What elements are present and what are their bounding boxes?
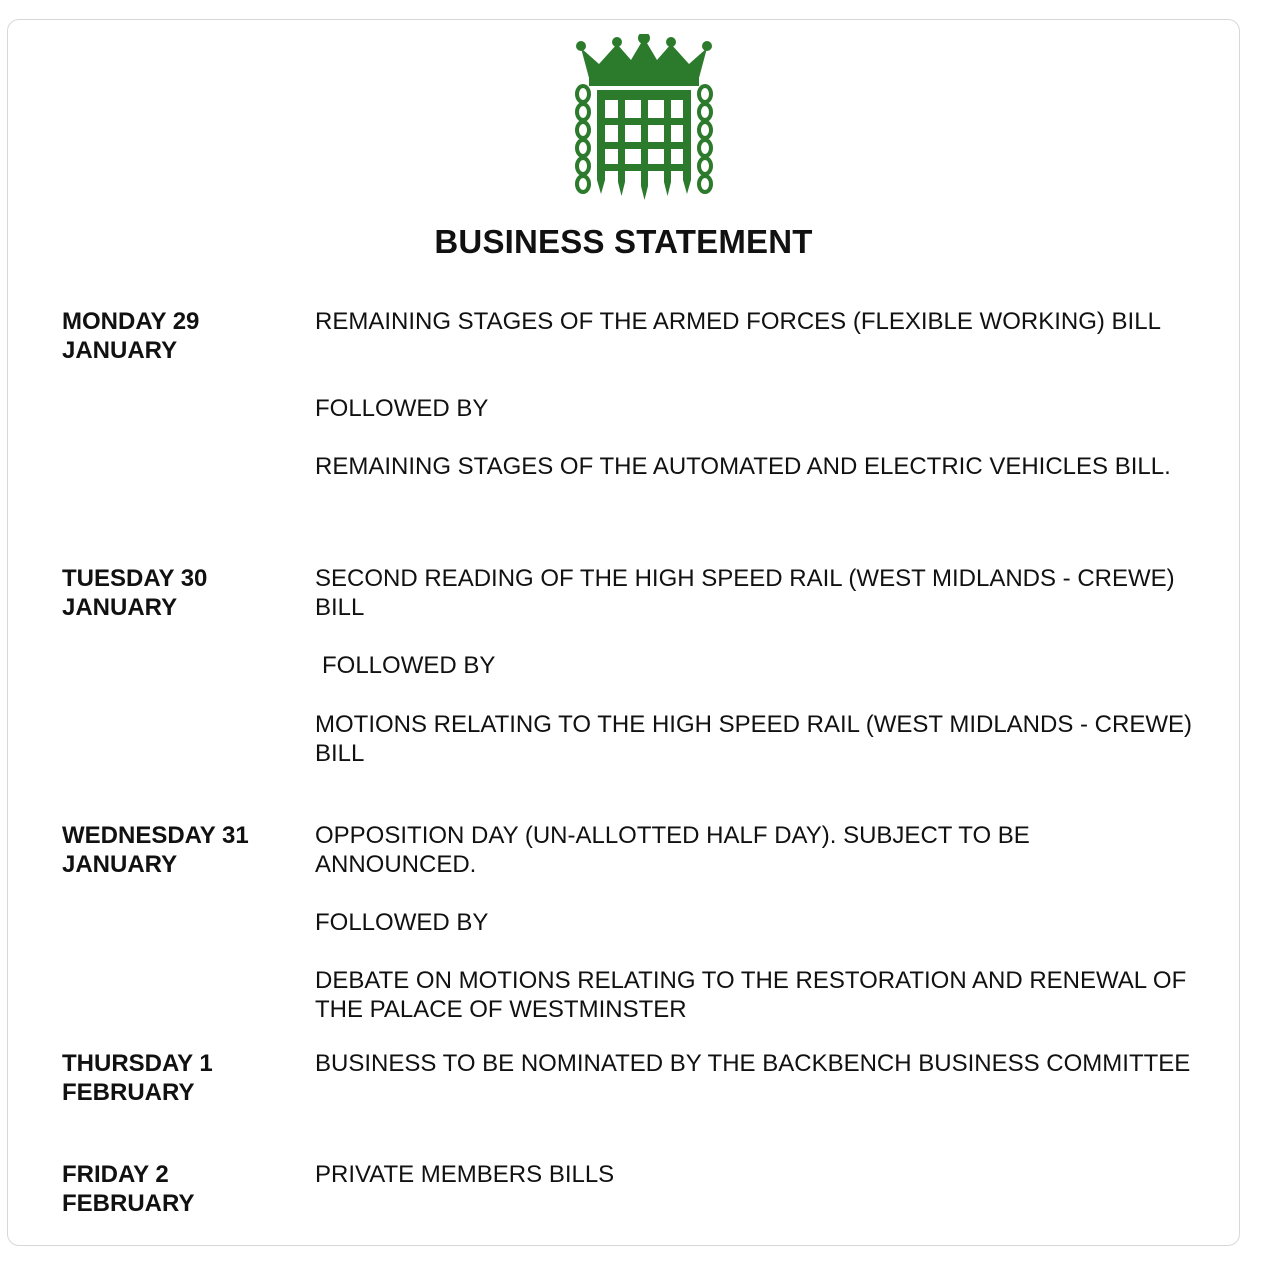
page-title: BUSINESS STATEMENT <box>434 223 813 260</box>
day-label-friday: FRIDAY 2 FEBRUARY <box>62 1161 195 1217</box>
day-label-thursday: THURSDAY 1 FEBRUARY <box>62 1050 213 1106</box>
business-item: FOLLOWED BY <box>315 395 489 422</box>
business-item: SECOND READING OF THE HIGH SPEED RAIL (WEST MIDLANDS - CREWE) BILL <box>315 565 1175 621</box>
business-statement-card <box>7 19 1240 1246</box>
business-item: DEBATE ON MOTIONS RELATING TO THE RESTORATION AND RENEWAL OF THE PALACE OF WESTMINSTER <box>315 967 1187 1023</box>
business-item: BUSINESS TO BE NOMINATED BY THE BACKBENCH BUSINESS COMMITTEE <box>315 1050 1191 1077</box>
business-item: OPPOSITION DAY (UN-ALLOTTED HALF DAY). SUBJECT TO BE ANNOUNCED. <box>315 822 1030 878</box>
day-label-monday: MONDAY 29 JANUARY <box>62 308 200 364</box>
business-item: MOTIONS RELATING TO THE HIGH SPEED RAIL (WEST MIDLANDS - CREWE) BILL <box>315 711 1192 767</box>
portcullis-crown-icon <box>569 34 719 204</box>
day-label-tuesday: TUESDAY 30 JANUARY <box>62 565 208 621</box>
business-item: FOLLOWED BY <box>322 652 496 679</box>
business-item: REMAINING STAGES OF THE AUTOMATED AND ELECTRIC VEHICLES BILL. <box>315 453 1171 480</box>
business-item: FOLLOWED BY <box>315 909 489 936</box>
business-item: REMAINING STAGES OF THE ARMED FORCES (FLEXIBLE WORKING) BILL <box>315 308 1161 335</box>
day-label-wednesday: WEDNESDAY 31 JANUARY <box>62 822 249 878</box>
business-item: PRIVATE MEMBERS BILLS <box>315 1161 615 1188</box>
